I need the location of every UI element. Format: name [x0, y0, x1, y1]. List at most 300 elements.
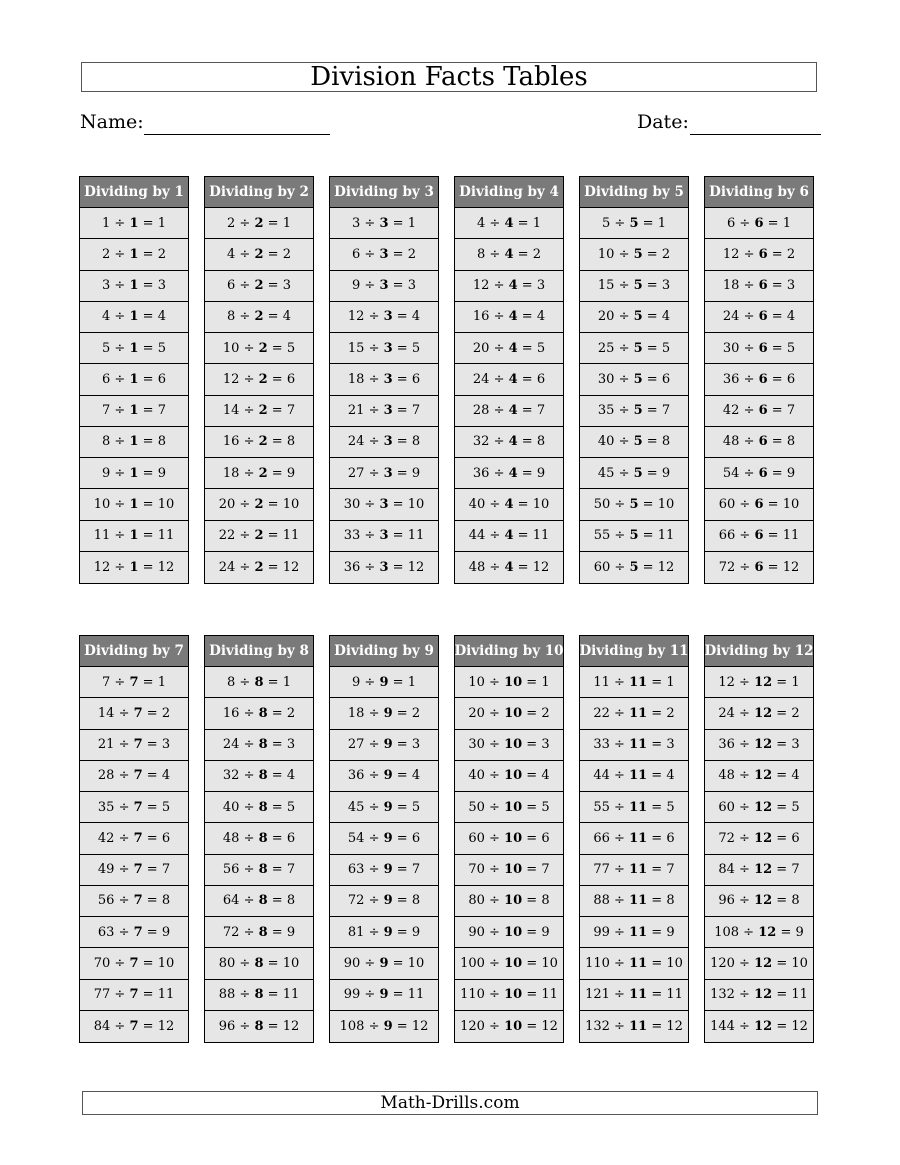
divisor: 5 [633, 371, 643, 387]
divide-sign: ÷ [489, 371, 509, 387]
equals-sign: = [263, 955, 283, 971]
divide-sign: ÷ [484, 799, 505, 815]
equals-sign: = [267, 768, 287, 784]
dividend: 3 [352, 215, 361, 231]
divide-sign: ÷ [239, 799, 259, 815]
divide-sign: ÷ [484, 705, 505, 721]
date-input-line[interactable] [690, 134, 821, 135]
quotient: 4 [666, 768, 675, 784]
quotient: 6 [286, 371, 296, 387]
equals-sign: = [267, 799, 287, 815]
divide-sign: ÷ [110, 955, 130, 971]
divide-sign: ÷ [360, 955, 380, 971]
equals-sign: = [388, 674, 408, 690]
dividend: 72 [718, 559, 736, 575]
table-row [330, 333, 438, 364]
footer-credit: Math-Drills.com [82, 1091, 818, 1115]
equals-sign: = [138, 1018, 158, 1034]
table-row [705, 552, 813, 583]
divide-sign: ÷ [360, 496, 380, 512]
dividend: 42 [722, 403, 740, 419]
equals-sign: = [522, 1018, 542, 1034]
divide-sign: ÷ [614, 371, 634, 387]
equals-sign: = [138, 674, 158, 690]
table-row [330, 823, 438, 854]
table-row [705, 698, 813, 729]
table-header: Dividing by 12 [705, 636, 813, 667]
dividend: 48 [722, 434, 740, 450]
divisor: 12 [754, 862, 773, 878]
divisor: 11 [629, 955, 648, 971]
table-row [330, 948, 438, 979]
dividend: 11 [593, 674, 610, 690]
dividend: 96 [718, 893, 735, 909]
division-table [579, 176, 689, 584]
equals-sign: = [267, 465, 287, 481]
division-table [454, 635, 564, 1043]
table-row [580, 980, 688, 1011]
divide-sign: ÷ [610, 559, 630, 575]
divide-sign: ÷ [484, 768, 505, 784]
table-row [205, 302, 313, 333]
equals-sign: = [763, 528, 783, 544]
table-row [330, 302, 438, 333]
dividend: 8 [477, 246, 486, 262]
divisor: 7 [133, 705, 143, 721]
dividend: 5 [102, 340, 111, 356]
divisor: 6 [754, 496, 764, 512]
divide-sign: ÷ [239, 403, 259, 419]
quotient: 5 [411, 799, 421, 815]
table-row [330, 667, 438, 698]
table-row [205, 792, 313, 823]
equals-sign: = [522, 893, 542, 909]
divide-sign: ÷ [484, 987, 505, 1003]
dividend: 45 [347, 799, 365, 815]
equals-sign: = [522, 955, 542, 971]
table-row [455, 271, 563, 302]
quotient: 9 [411, 924, 421, 940]
quotient: 7 [286, 403, 296, 419]
table-row [205, 948, 313, 979]
divide-sign: ÷ [114, 862, 134, 878]
divide-sign: ÷ [484, 924, 505, 940]
divide-sign: ÷ [364, 893, 384, 909]
dividend: 1 [102, 215, 111, 231]
divisor: 5 [633, 434, 643, 450]
table-row [580, 239, 688, 270]
dividend: 99 [343, 987, 361, 1003]
equals-sign: = [522, 705, 542, 721]
dividend: 9 [102, 465, 111, 481]
dividend: 21 [347, 403, 365, 419]
quotient: 9 [536, 465, 546, 481]
division-table [204, 635, 314, 1043]
equals-sign: = [142, 705, 162, 721]
quotient: 11 [791, 987, 808, 1003]
dividend: 33 [593, 737, 610, 753]
quotient: 2 [411, 705, 421, 721]
equals-sign: = [647, 799, 667, 815]
table-row [705, 427, 813, 458]
divide-sign: ÷ [235, 1018, 255, 1034]
table-row [455, 521, 563, 552]
divide-sign: ÷ [734, 955, 755, 971]
quotient: 5 [791, 799, 800, 815]
quotient: 6 [791, 830, 800, 846]
quotient: 8 [666, 893, 675, 909]
equals-sign: = [772, 737, 792, 753]
dividend: 48 [222, 830, 240, 846]
dividend: 70 [93, 955, 111, 971]
table-row [455, 761, 563, 792]
quotient: 2 [541, 705, 550, 721]
table-row [80, 980, 188, 1011]
divide-sign: ÷ [609, 674, 630, 690]
equals-sign: = [767, 340, 787, 356]
dividend: 108 [339, 1018, 365, 1034]
divisor: 6 [758, 246, 768, 262]
table-row [330, 271, 438, 302]
table-row [580, 761, 688, 792]
equals-sign: = [647, 893, 667, 909]
quotient: 8 [541, 893, 550, 909]
table-row [205, 1011, 313, 1042]
table-row [455, 1011, 563, 1042]
equals-sign: = [763, 496, 783, 512]
table-row [80, 364, 188, 395]
dividend: 10 [597, 246, 615, 262]
dividend: 48 [468, 559, 486, 575]
dividend: 21 [97, 737, 115, 753]
dividend: 33 [343, 528, 361, 544]
quotient: 3 [666, 737, 675, 753]
quotient: 3 [661, 278, 671, 294]
quotient: 6 [536, 371, 546, 387]
quotient: 4 [157, 309, 166, 325]
quotient: 3 [536, 278, 546, 294]
equals-sign: = [392, 830, 412, 846]
divide-sign: ÷ [484, 674, 505, 690]
dividend: 30 [468, 737, 485, 753]
dividend: 4 [227, 246, 236, 262]
divide-sign: ÷ [485, 528, 505, 544]
quotient: 4 [282, 309, 291, 325]
table-row [455, 458, 563, 489]
equals-sign: = [772, 955, 792, 971]
dividend: 132 [710, 987, 735, 1003]
table-row [80, 552, 188, 583]
divide-sign: ÷ [360, 215, 380, 231]
divisor: 1 [129, 309, 139, 325]
divisor: 12 [754, 737, 773, 753]
dividend: 27 [347, 465, 365, 481]
table-row [705, 302, 813, 333]
quotient: 10 [407, 955, 425, 971]
dividend: 40 [468, 496, 486, 512]
quotient: 2 [791, 705, 800, 721]
quotient: 12 [666, 1018, 683, 1034]
divisor: 10 [504, 737, 523, 753]
equals-sign: = [647, 987, 667, 1003]
dividend: 15 [347, 340, 365, 356]
equals-sign: = [263, 496, 283, 512]
quotient: 2 [161, 705, 171, 721]
dividend: 56 [97, 893, 115, 909]
quotient: 8 [791, 893, 800, 909]
table-row [580, 855, 688, 886]
equals-sign: = [138, 955, 158, 971]
quotient: 5 [536, 340, 546, 356]
equals-sign: = [263, 309, 283, 325]
quotient: 5 [541, 799, 550, 815]
equals-sign: = [647, 737, 667, 753]
divisor: 12 [754, 674, 773, 690]
divide-sign: ÷ [739, 340, 759, 356]
divisor: 3 [379, 215, 389, 231]
dividend: 28 [97, 768, 115, 784]
equals-sign: = [138, 403, 158, 419]
name-input-line[interactable] [144, 134, 330, 135]
dividend: 63 [97, 924, 115, 940]
divide-sign: ÷ [239, 862, 259, 878]
dividend: 60 [593, 559, 611, 575]
dividend: 84 [93, 1018, 111, 1034]
equals-sign: = [647, 830, 667, 846]
divisor: 11 [629, 799, 648, 815]
table-row [330, 239, 438, 270]
equals-sign: = [647, 955, 667, 971]
equals-sign: = [267, 403, 287, 419]
equals-sign: = [142, 893, 162, 909]
table-row [80, 458, 188, 489]
divide-sign: ÷ [739, 924, 759, 940]
divisor: 9 [383, 893, 393, 909]
quotient: 1 [666, 674, 675, 690]
divide-sign: ÷ [485, 559, 505, 575]
divisor: 5 [633, 246, 643, 262]
table-row [705, 271, 813, 302]
dividend: 55 [593, 799, 610, 815]
equals-sign: = [138, 278, 158, 294]
equals-sign: = [267, 862, 287, 878]
divide-sign: ÷ [110, 278, 130, 294]
divide-sign: ÷ [609, 924, 630, 940]
divisor: 8 [258, 737, 268, 753]
divisor: 4 [504, 559, 514, 575]
table-row [330, 427, 438, 458]
divisor: 5 [633, 278, 643, 294]
divisor: 12 [754, 799, 773, 815]
equals-sign: = [772, 705, 792, 721]
table-row [455, 489, 563, 520]
divide-sign: ÷ [239, 737, 259, 753]
equals-sign: = [392, 799, 412, 815]
divide-sign: ÷ [360, 278, 380, 294]
quotient: 5 [157, 340, 166, 356]
divisor: 5 [629, 496, 639, 512]
quotient: 11 [282, 987, 300, 1003]
table-header: Dividing by 8 [205, 636, 313, 667]
dividend: 36 [343, 559, 361, 575]
divide-sign: ÷ [235, 987, 255, 1003]
equals-sign: = [138, 340, 158, 356]
divide-sign: ÷ [114, 830, 134, 846]
quotient: 1 [282, 674, 291, 690]
dividend: 35 [597, 403, 615, 419]
equals-sign: = [388, 559, 408, 575]
dividend: 144 [710, 1018, 735, 1034]
dividend: 10 [468, 674, 485, 690]
table-header: Dividing by 3 [330, 177, 438, 208]
divisor: 3 [383, 371, 393, 387]
table-row [580, 792, 688, 823]
equals-sign: = [392, 893, 412, 909]
divide-sign: ÷ [609, 987, 630, 1003]
table-row [205, 761, 313, 792]
equals-sign: = [522, 674, 542, 690]
quotient: 12 [791, 1018, 808, 1034]
dividend: 12 [222, 371, 240, 387]
divisor: 10 [504, 987, 523, 1003]
quotient: 4 [411, 768, 421, 784]
table-row [80, 698, 188, 729]
divide-sign: ÷ [614, 309, 634, 325]
table-row [205, 239, 313, 270]
quotient: 6 [661, 371, 671, 387]
quotient: 10 [657, 496, 675, 512]
equals-sign: = [522, 768, 542, 784]
quotient: 11 [782, 528, 800, 544]
table-row [205, 552, 313, 583]
table-row [80, 948, 188, 979]
divisor: 12 [754, 987, 773, 1003]
equals-sign: = [392, 737, 412, 753]
table-row [205, 427, 313, 458]
table-row [330, 458, 438, 489]
dividend: 16 [472, 309, 490, 325]
divide-sign: ÷ [235, 278, 255, 294]
equals-sign: = [767, 246, 787, 262]
divisor: 12 [754, 830, 773, 846]
tables-section-2 [79, 635, 815, 1043]
equals-sign: = [267, 830, 287, 846]
divide-sign: ÷ [609, 737, 630, 753]
divide-sign: ÷ [235, 496, 255, 512]
quotient: 7 [411, 403, 421, 419]
divide-sign: ÷ [114, 705, 134, 721]
table-row [205, 667, 313, 698]
table-row [330, 364, 438, 395]
divide-sign: ÷ [114, 768, 134, 784]
equals-sign: = [392, 924, 412, 940]
divide-sign: ÷ [614, 278, 634, 294]
divide-sign: ÷ [239, 465, 259, 481]
dividend: 88 [218, 987, 236, 1003]
divisor: 7 [133, 737, 143, 753]
divisor: 8 [258, 893, 268, 909]
quotient: 12 [532, 559, 550, 575]
quotient: 2 [532, 246, 541, 262]
dividend: 7 [102, 674, 111, 690]
dividend: 12 [722, 246, 740, 262]
divisor: 9 [383, 705, 393, 721]
table-row [455, 667, 563, 698]
quotient: 11 [407, 987, 425, 1003]
table-row [455, 239, 563, 270]
quotient: 12 [282, 559, 300, 575]
quotient: 7 [161, 862, 171, 878]
quotient: 5 [666, 799, 675, 815]
table-row [455, 823, 563, 854]
table-header: Dividing by 11 [580, 636, 688, 667]
divide-sign: ÷ [610, 528, 630, 544]
equals-sign: = [263, 1018, 283, 1034]
divisor: 9 [383, 1018, 393, 1034]
equals-sign: = [138, 309, 158, 325]
dividend: 50 [468, 799, 485, 815]
divide-sign: ÷ [484, 955, 505, 971]
dividend: 9 [352, 674, 361, 690]
division-table [79, 176, 189, 584]
divisor: 11 [629, 705, 648, 721]
divide-sign: ÷ [364, 371, 384, 387]
table-row [580, 1011, 688, 1042]
divisor: 5 [633, 340, 643, 356]
table-row [205, 271, 313, 302]
dividend: 44 [468, 528, 486, 544]
equals-sign: = [517, 403, 537, 419]
table-row [455, 698, 563, 729]
divide-sign: ÷ [735, 215, 755, 231]
equals-sign: = [267, 434, 287, 450]
quotient: 10 [666, 955, 683, 971]
divide-sign: ÷ [364, 309, 384, 325]
table-row [455, 427, 563, 458]
divisor: 7 [129, 1018, 139, 1034]
table-row [455, 792, 563, 823]
divide-sign: ÷ [235, 674, 255, 690]
division-table [329, 635, 439, 1043]
quotient: 2 [407, 246, 416, 262]
quotient: 11 [282, 528, 300, 544]
divisor: 6 [758, 434, 768, 450]
divide-sign: ÷ [360, 528, 380, 544]
equals-sign: = [767, 403, 787, 419]
dividend: 36 [718, 737, 735, 753]
table-row [330, 521, 438, 552]
equals-sign: = [263, 278, 283, 294]
dividend: 18 [347, 705, 365, 721]
divisor: 12 [758, 924, 777, 940]
table-header: Dividing by 10 [455, 636, 563, 667]
quotient: 12 [541, 1018, 558, 1034]
quotient: 9 [795, 924, 804, 940]
divisor: 6 [754, 559, 764, 575]
divide-sign: ÷ [489, 340, 509, 356]
quotient: 11 [541, 987, 558, 1003]
table-row [455, 980, 563, 1011]
divisor: 1 [129, 465, 139, 481]
divide-sign: ÷ [110, 246, 130, 262]
quotient: 3 [286, 737, 296, 753]
table-row [705, 980, 813, 1011]
table-row [80, 489, 188, 520]
equals-sign: = [142, 768, 162, 784]
quotient: 9 [286, 924, 296, 940]
divisor: 6 [754, 215, 764, 231]
divisor: 3 [379, 559, 389, 575]
